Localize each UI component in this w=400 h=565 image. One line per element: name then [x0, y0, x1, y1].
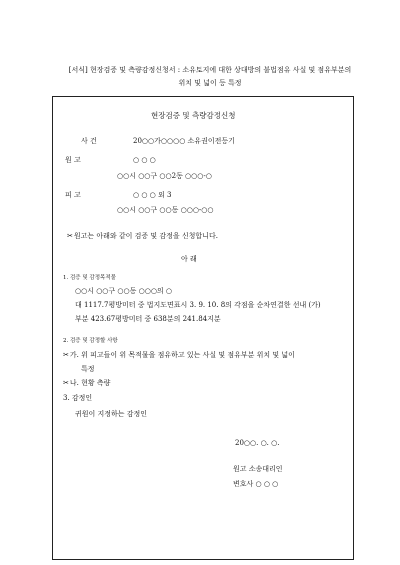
caption-line-1: [서식] 현장검증 및 측량감정신청서 : 소유토지에 대한 상대방의 불법점유 사실 및 점유부분의 — [68, 66, 352, 74]
signer-name: 변호사 ○ ○ ○ — [233, 480, 279, 488]
plaintiff-address: ○○시 ○○구 ○○2동 ○○○-○ — [117, 172, 212, 180]
defendant-label: 피 고 — [65, 191, 81, 199]
notice-heading: 아 래 — [181, 255, 197, 263]
plaintiff-name: ○ ○ ○ — [133, 156, 156, 164]
section-1-line-1: ○○시 ○○구 ○○동 ○○○의 ○ — [75, 287, 173, 295]
section-2-item-1 — [63, 351, 295, 360]
defendant-address: ○○시 ○○구 ○○동 ○○○-○○ — [117, 206, 214, 214]
section-3-value: 귀원이 지정하는 감정인 — [75, 410, 148, 418]
section-2-item-2 — [63, 379, 110, 388]
section-1-line-2: 대 1117.7평방미터 중 법지도면표시 3. 9. 10. 8의 각점을 순차연결한 선내 (가) — [75, 301, 321, 309]
case-value: 20○○가○○○○ 소유권이전등기 — [133, 137, 235, 145]
scissors-icon: ✂ — [63, 351, 69, 359]
section-1-line-3: 부분 423.67평방미터 중 638분의 241.84지분 — [75, 315, 221, 323]
section-2-item-2-text: 나. 현황 측량 — [69, 379, 111, 387]
section-1-heading: 1. 검증 및 감정목적물 — [63, 275, 116, 281]
form-caption — [40, 64, 380, 90]
plaintiff-label: 원 고 — [65, 156, 81, 164]
filing-date: 20○○. ○. ○. — [235, 439, 280, 447]
section-2-item-1-line-1: 가. 위 피고들이 위 목적물을 점유하고 있는 사실 및 점유부분 위치 및 넓이 — [69, 351, 295, 359]
caption-line-2: 위치 및 넓이 등 특정 — [178, 79, 242, 87]
scissors-icon: ✂ — [67, 232, 73, 240]
section-2-item-1-line-2: 특정 — [81, 365, 95, 373]
case-label: 사 건 — [81, 137, 97, 145]
scissors-icon: ✂ — [63, 379, 69, 387]
signer-role: 원고 소송대리인 — [233, 465, 283, 473]
defendant-name: ○ ○ ○ 외 3 — [133, 191, 172, 199]
section-2-heading: 2. 검증 및 감정할 사항 — [63, 338, 118, 344]
section-3-heading: 3. 감정인 — [63, 394, 93, 402]
form-title: 현장검증 및 측량감정신청 — [151, 111, 236, 120]
intro-text: 원고는 아래와 같이 검증 및 감정을 신청합니다. — [73, 232, 218, 240]
application-form — [52, 96, 354, 560]
intro-line — [67, 232, 218, 241]
